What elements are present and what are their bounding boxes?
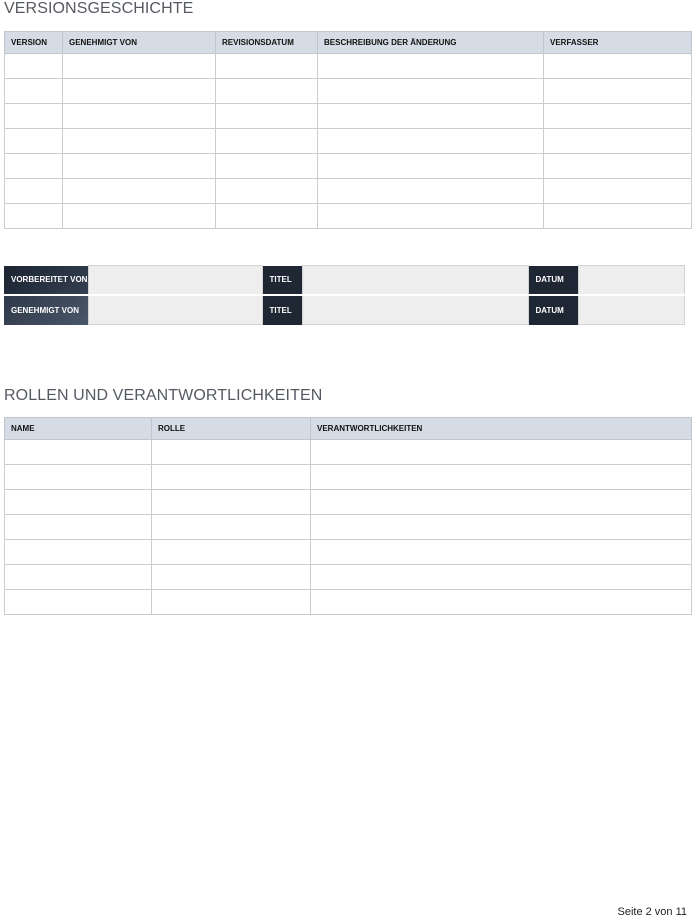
table-cell[interactable] (544, 79, 692, 104)
column-header-name: NAME (5, 418, 152, 440)
version-history-title: VERSIONSGESCHICHTE (4, 0, 194, 17)
table-cell[interactable] (311, 590, 692, 615)
column-header-author: VERFASSER (544, 32, 692, 54)
table-cell[interactable] (216, 79, 318, 104)
table-cell[interactable] (318, 54, 544, 79)
table-cell[interactable] (5, 54, 63, 79)
table-cell[interactable] (544, 54, 692, 79)
table-cell[interactable] (318, 79, 544, 104)
table-row (5, 54, 692, 79)
approved-title-label: TITEL (262, 295, 302, 325)
table-cell[interactable] (5, 154, 63, 179)
table-row (5, 540, 692, 565)
table-row (5, 179, 692, 204)
table-cell[interactable] (63, 179, 216, 204)
table-row (5, 440, 692, 465)
table-row (5, 129, 692, 154)
table-cell[interactable] (544, 104, 692, 129)
table-cell[interactable] (152, 590, 311, 615)
table-row (5, 204, 692, 229)
table-cell[interactable] (152, 515, 311, 540)
approved-date-label: DATUM (528, 295, 578, 325)
approved-by-name-field[interactable] (88, 295, 262, 325)
approved-title-field[interactable] (302, 295, 528, 325)
table-cell[interactable] (152, 465, 311, 490)
prepared-by-label: VORBEREITET VON (4, 266, 88, 296)
table-cell[interactable] (5, 129, 63, 154)
column-header-version: VERSION (5, 32, 63, 54)
column-header-approved-by: GENEHMIGT VON (63, 32, 216, 54)
table-cell[interactable] (5, 490, 152, 515)
table-cell[interactable] (216, 179, 318, 204)
roles-title: ROLLEN UND VERANTWORTLICHKEITEN (4, 387, 323, 404)
table-cell[interactable] (544, 154, 692, 179)
table-cell[interactable] (63, 79, 216, 104)
table-cell[interactable] (63, 54, 216, 79)
signoff-row-prepared (4, 266, 684, 296)
table-cell[interactable] (63, 129, 216, 154)
table-cell[interactable] (5, 465, 152, 490)
table-cell[interactable] (5, 540, 152, 565)
table-cell[interactable] (311, 565, 692, 590)
table-row (5, 465, 692, 490)
table-cell[interactable] (216, 154, 318, 179)
table-cell[interactable] (5, 515, 152, 540)
table-cell[interactable] (5, 440, 152, 465)
table-cell[interactable] (311, 540, 692, 565)
table-cell[interactable] (5, 104, 63, 129)
table-cell[interactable] (152, 440, 311, 465)
version-history-table (4, 31, 692, 229)
roles-table (4, 417, 692, 615)
prepared-date-label: DATUM (528, 266, 578, 296)
table-cell[interactable] (5, 79, 63, 104)
table-cell[interactable] (152, 540, 311, 565)
table-cell[interactable] (311, 465, 692, 490)
prepared-title-label: TITEL (262, 266, 302, 296)
table-cell[interactable] (216, 204, 318, 229)
column-header-role: ROLLE (152, 418, 311, 440)
table-cell[interactable] (5, 179, 63, 204)
prepared-date-field[interactable] (578, 266, 684, 296)
column-header-responsibilities: VERANTWORTLICHKEITEN (311, 418, 692, 440)
signoff-row-approved (4, 295, 684, 325)
table-row (5, 104, 692, 129)
version-history-header-row (5, 32, 692, 54)
table-cell[interactable] (318, 129, 544, 154)
column-header-change-description: BESCHREIBUNG DER ÄNDERUNG (318, 32, 544, 54)
table-cell[interactable] (5, 204, 63, 229)
table-row (5, 590, 692, 615)
table-cell[interactable] (318, 104, 544, 129)
table-cell[interactable] (5, 565, 152, 590)
prepared-title-field[interactable] (302, 266, 528, 296)
table-cell[interactable] (152, 490, 311, 515)
table-cell[interactable] (5, 590, 152, 615)
table-cell[interactable] (63, 154, 216, 179)
table-cell[interactable] (311, 440, 692, 465)
table-cell[interactable] (544, 129, 692, 154)
table-row (5, 515, 692, 540)
table-row (5, 154, 692, 179)
table-row (5, 565, 692, 590)
approved-date-field[interactable] (578, 295, 684, 325)
table-cell[interactable] (311, 515, 692, 540)
approved-by-label: GENEHMIGT VON (4, 295, 88, 325)
column-header-revision-date: REVISIONSDATUM (216, 32, 318, 54)
table-cell[interactable] (318, 154, 544, 179)
table-cell[interactable] (544, 204, 692, 229)
table-cell[interactable] (152, 565, 311, 590)
table-cell[interactable] (311, 490, 692, 515)
table-row (5, 79, 692, 104)
roles-header-row (5, 418, 692, 440)
table-row (5, 490, 692, 515)
table-cell[interactable] (216, 129, 318, 154)
signoff-table (4, 265, 685, 325)
table-cell[interactable] (63, 104, 216, 129)
page-number: Seite 2 von 11 (617, 906, 687, 918)
table-cell[interactable] (216, 54, 318, 79)
table-cell[interactable] (63, 204, 216, 229)
table-cell[interactable] (544, 179, 692, 204)
table-cell[interactable] (318, 179, 544, 204)
table-cell[interactable] (318, 204, 544, 229)
table-cell[interactable] (216, 104, 318, 129)
prepared-by-name-field[interactable] (88, 266, 262, 296)
